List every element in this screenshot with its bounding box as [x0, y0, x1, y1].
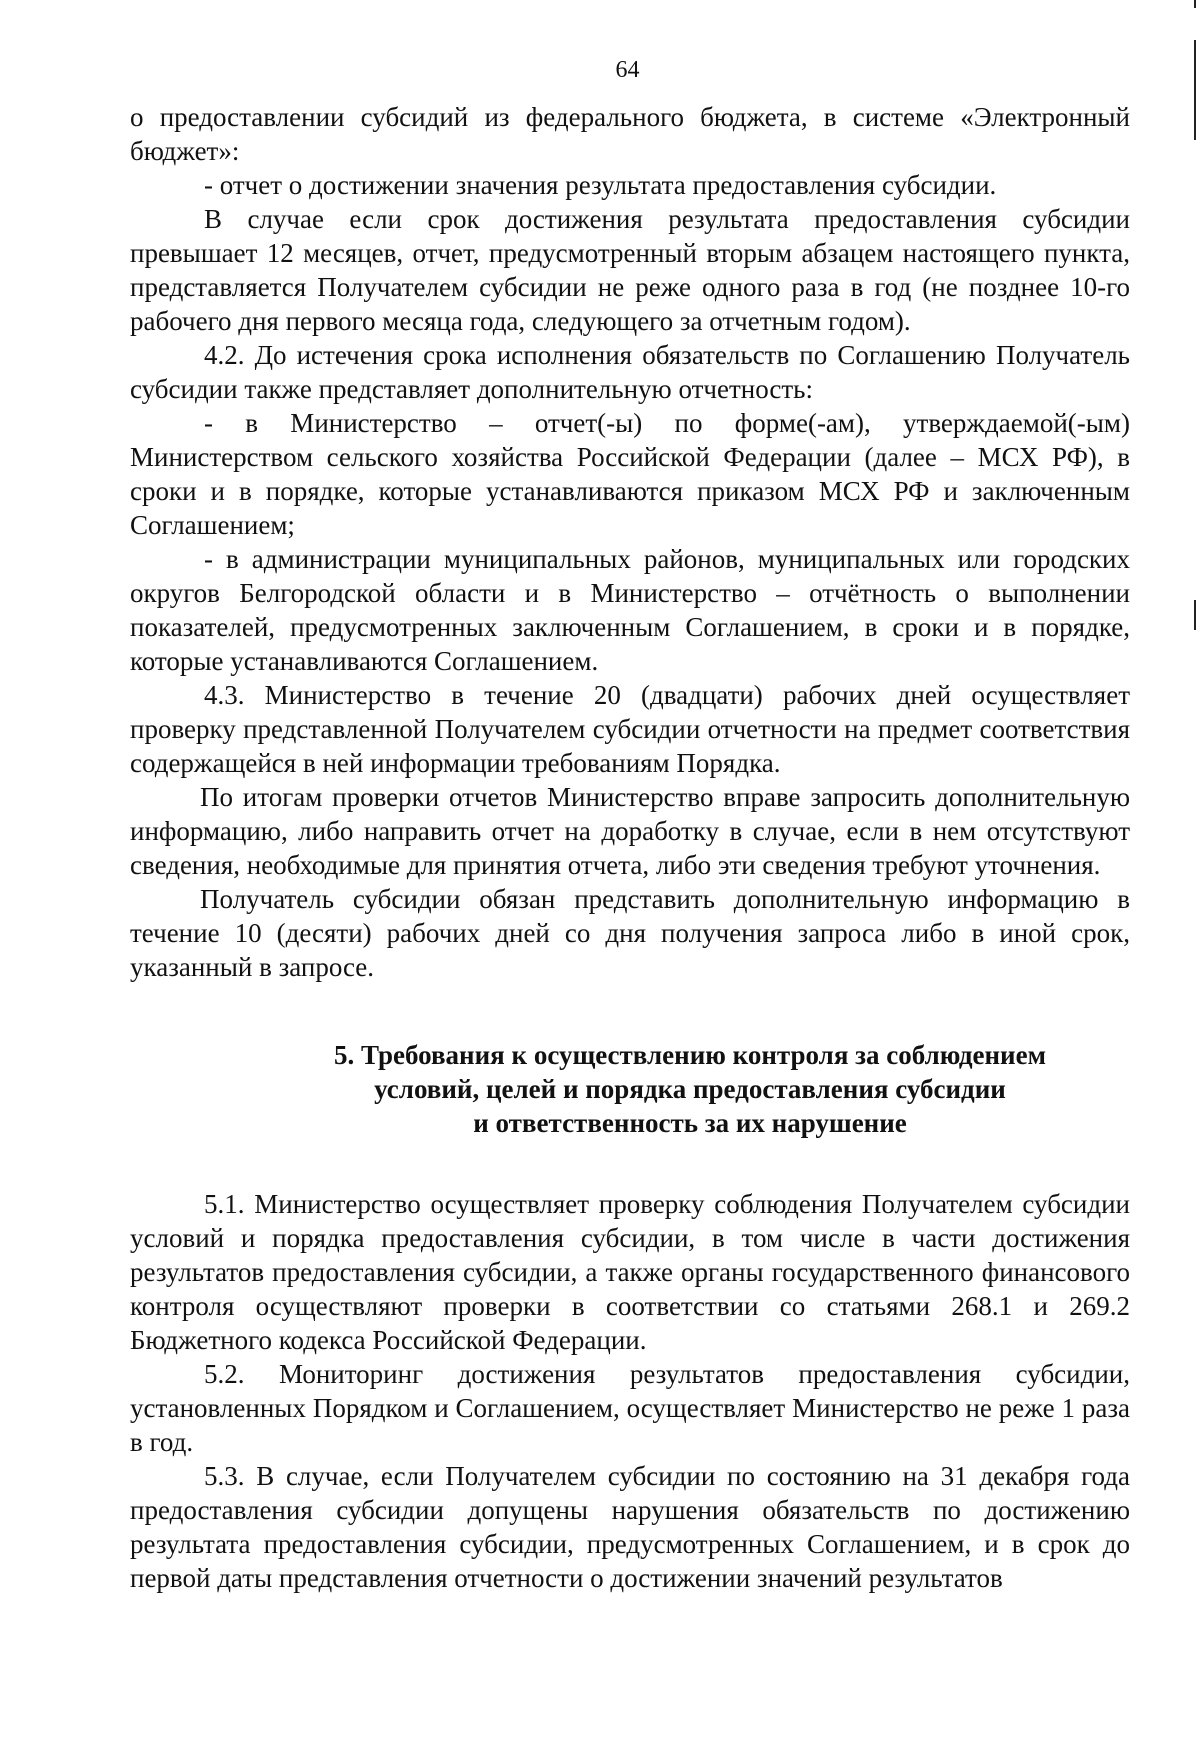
paragraph-continuation: о предоставлении субсидий из федерального бюджета, в системе «Электронный бюджет»:	[130, 102, 1130, 166]
paragraph-4-2: 4.2. До истечения срока исполнения обязательств по Соглашению Получатель субсидии также представляет дополнительную отчетность:	[130, 340, 1130, 404]
section-5-heading	[130, 1038, 1130, 1140]
section-heading-line: условий, целей и порядка предоставления субсидии	[374, 1074, 1006, 1104]
paragraph-5-1: 5.1. Министерство осуществляет проверку соблюдения Получателем субсидии условий и порядка предоставления субсидии, в том числе в части достижения результатов предоставления субсидии, а также органы государственного финансового контроля осуществляют проверки в соответствии со статьями 268.1 и 269.2 Бюджетного кодекса Российской Федерации.	[130, 1189, 1130, 1355]
paragraph-4-2-administrations: - в администрации муниципальных районов, муниципальных или городских округов Белгородской области и в Министерство – отчётность о выполнении показателей, предусмотренных заключенным Соглашением, в сроки и в порядке, которые устанавливаются Соглашением.	[130, 544, 1130, 676]
paragraph-4-3: 4.3. Министерство в течение 20 (двадцати) рабочих дней осуществляет проверку представленной Получателем субсидии отчетности на предмет соответствия содержащейся в ней информации требованиям Порядка.	[130, 680, 1130, 778]
paragraph-4-3-additional-info: Получатель субсидии обязан представить дополнительную информацию в течение 10 (десяти) рабочих дней со дня получения запроса либо в иной срок, указанный в запросе.	[130, 884, 1130, 982]
page-number: 64	[615, 57, 640, 83]
paragraph-5-2: 5.2. Мониторинг достижения результатов предоставления субсидии, установленных Порядком и Соглашением, осуществляет Министерство не реже 1 раза в год.	[130, 1359, 1130, 1457]
scan-edge-mark	[1194, 600, 1196, 630]
paragraph-5-3: 5.3. В случае, если Получателем субсидии по состоянию на 31 декабря года предоставления субсидии допущены нарушения обязательств по достижению результата предоставления субсидии, предусмотренных Соглашением, и в срок до первой даты представления отчетности о достижении значений результатов	[130, 1461, 1130, 1593]
section-heading-line: и ответственность за их нарушение	[473, 1108, 907, 1138]
paragraph-4-2-ministry: - в Министерство – отчет(-ы) по форме(-ам), утверждаемой(-ым) Министерством сельского хозяйства Российской Федерации (далее – МСХ РФ), в сроки и в порядке, которые устанавливаются приказом МСХ РФ и заключенным Соглашением;	[130, 408, 1130, 540]
section-heading-line: 5. Требования к осуществлению контроля за соблюдением	[334, 1040, 1046, 1070]
scan-edge-mark	[1194, 0, 1196, 8]
paragraph-report-period: В случае если срок достижения результата предоставления субсидии превышает 12 месяцев, отчет, предусмотренный вторым абзацем настоящего пункта, представляется Получателем субсидии не реже одного раза в год (не позднее 10-го рабочего дня первого месяца года, следующего за отчетным годом).	[130, 204, 1130, 336]
paragraph-report-item: - отчет о достижении значения результата предоставления субсидии.	[204, 170, 997, 200]
paragraph-4-3-check: По итогам проверки отчетов Министерство вправе запросить дополнительную информацию, либо направить отчет на доработку в случае, если в нем отсутствуют сведения, необходимые для принятия отчета, либо эти сведения требуют уточнения.	[130, 782, 1130, 880]
scan-edge-mark	[1194, 40, 1196, 140]
document-body	[130, 100, 1130, 1595]
